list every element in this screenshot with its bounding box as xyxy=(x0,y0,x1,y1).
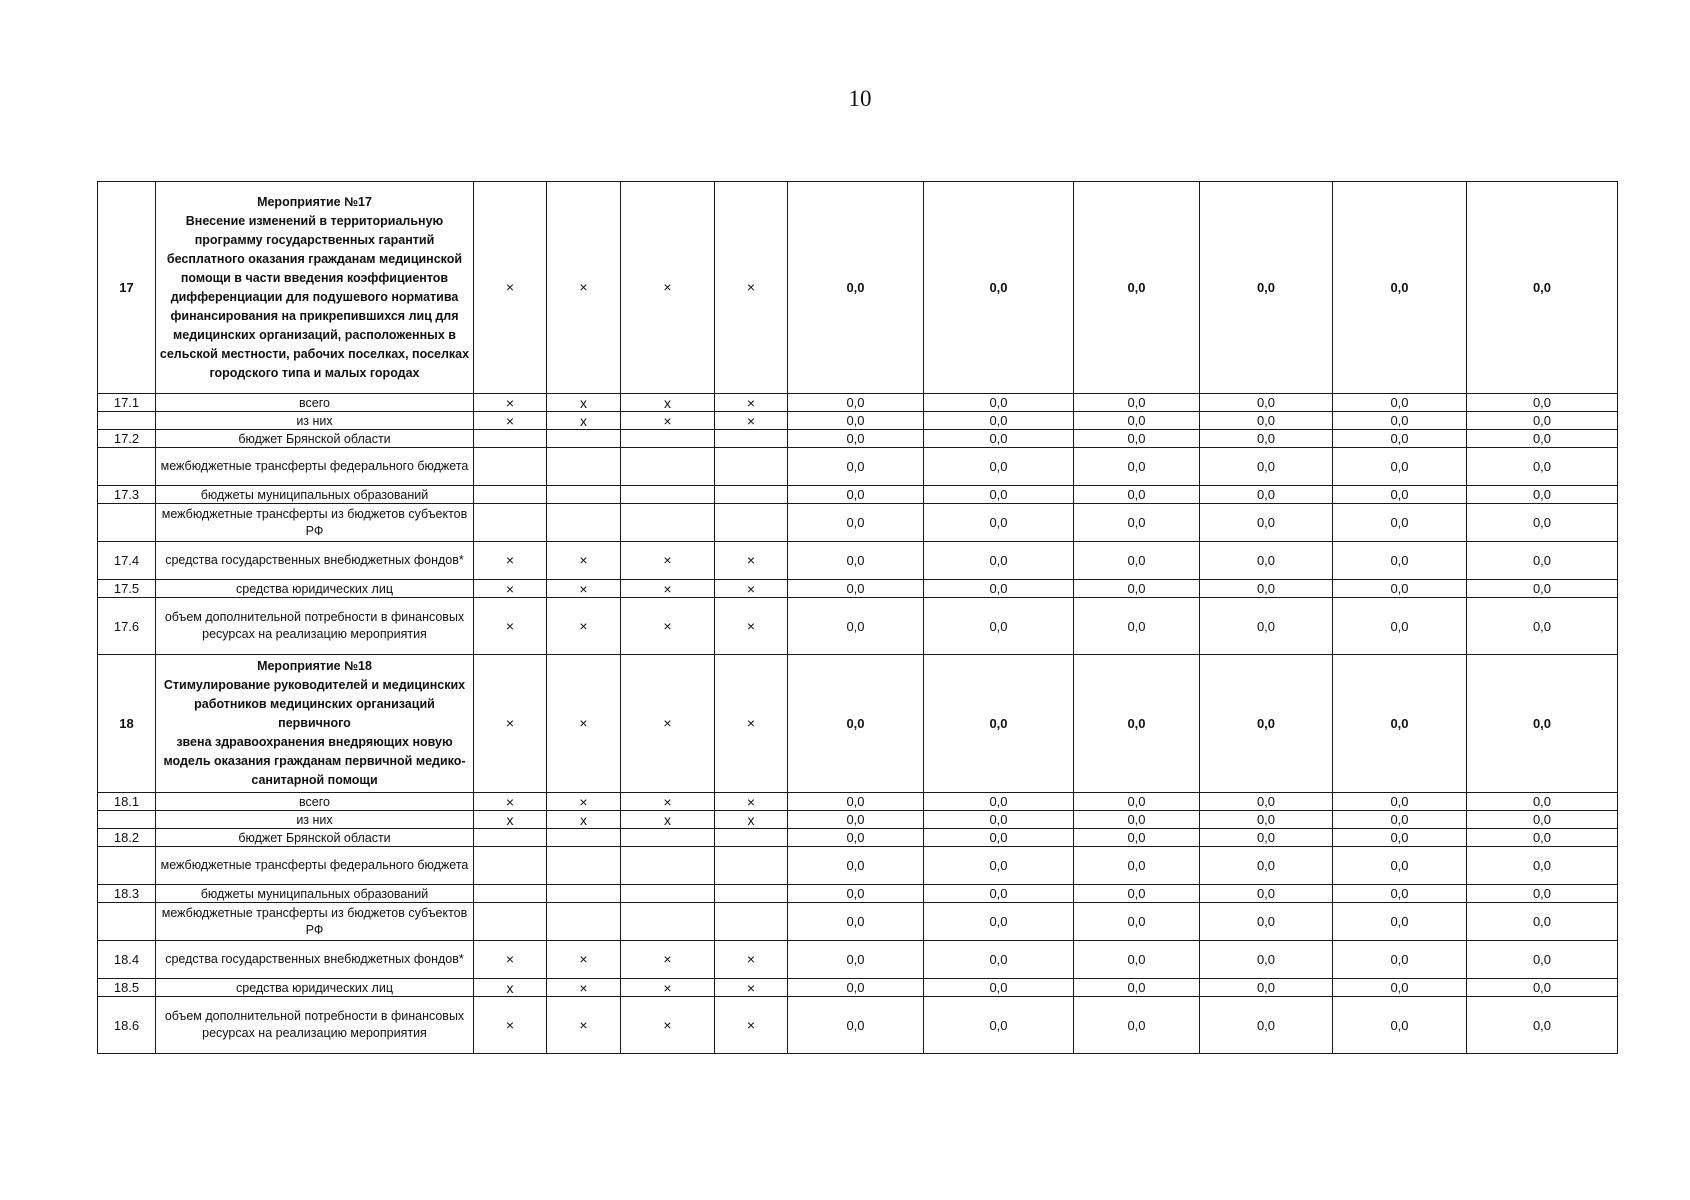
activity-title xyxy=(156,182,474,394)
table-row xyxy=(98,542,1618,580)
table-row xyxy=(98,412,1618,430)
amount-cell: 0,0 xyxy=(1200,847,1333,885)
amount-cell: 0,0 xyxy=(1467,847,1618,885)
not-applicable-mark: × xyxy=(621,182,715,394)
not-applicable-mark xyxy=(474,903,547,941)
row-label: межбюджетные трансферты федерального бюджета xyxy=(156,847,474,885)
amount-cell: 0,0 xyxy=(1467,580,1618,598)
row-number: 17.4 xyxy=(98,542,156,580)
amount-cell: 0,0 xyxy=(1074,412,1200,430)
row-label: всего xyxy=(156,394,474,412)
row-label: средства государственных внебюджетных фондов* xyxy=(156,941,474,979)
amount-cell: 0,0 xyxy=(1467,655,1618,793)
amount-cell: 0,0 xyxy=(1200,793,1333,811)
amount-cell: 0,0 xyxy=(1333,598,1467,655)
amount-cell: 0,0 xyxy=(1333,182,1467,394)
not-applicable-mark: x xyxy=(547,412,621,430)
not-applicable-mark xyxy=(474,448,547,486)
activity-title-line: Мероприятие №17 xyxy=(257,194,372,209)
activity-title-line: дифференциации для подушевого норматива xyxy=(170,289,459,304)
amount-cell: 0,0 xyxy=(788,504,924,542)
amount-cell: 0,0 xyxy=(1200,598,1333,655)
not-applicable-mark xyxy=(474,847,547,885)
amount-cell: 0,0 xyxy=(788,542,924,580)
not-applicable-mark xyxy=(621,448,715,486)
amount-cell: 0,0 xyxy=(1074,598,1200,655)
amount-cell: 0,0 xyxy=(1333,979,1467,997)
amount-cell: 0,0 xyxy=(1467,793,1618,811)
amount-cell: 0,0 xyxy=(1074,486,1200,504)
row-number xyxy=(98,903,156,941)
not-applicable-mark: × xyxy=(547,542,621,580)
not-applicable-mark xyxy=(474,504,547,542)
amount-cell: 0,0 xyxy=(1200,448,1333,486)
amount-cell: 0,0 xyxy=(1074,847,1200,885)
amount-cell: 0,0 xyxy=(1074,903,1200,941)
not-applicable-mark: × xyxy=(621,580,715,598)
not-applicable-mark: × xyxy=(474,997,547,1054)
not-applicable-mark xyxy=(547,448,621,486)
not-applicable-mark: × xyxy=(474,580,547,598)
not-applicable-mark: × xyxy=(621,997,715,1054)
amount-cell: 0,0 xyxy=(924,941,1074,979)
not-applicable-mark xyxy=(715,903,788,941)
row-label: объем дополнительной потребности в финансовых ресурсах на реализацию мероприятия xyxy=(156,997,474,1054)
not-applicable-mark: × xyxy=(474,793,547,811)
amount-cell: 0,0 xyxy=(1467,412,1618,430)
amount-cell: 0,0 xyxy=(1467,542,1618,580)
amount-cell: 0,0 xyxy=(1333,542,1467,580)
activity-title-line: санитарной помощи xyxy=(251,773,378,787)
amount-cell: 0,0 xyxy=(1467,448,1618,486)
amount-cell: 0,0 xyxy=(1467,829,1618,847)
not-applicable-mark xyxy=(715,847,788,885)
amount-cell: 0,0 xyxy=(1074,655,1200,793)
amount-cell: 0,0 xyxy=(924,504,1074,542)
amount-cell: 0,0 xyxy=(924,542,1074,580)
not-applicable-mark: × xyxy=(474,598,547,655)
amount-cell: 0,0 xyxy=(1333,793,1467,811)
not-applicable-mark xyxy=(547,903,621,941)
not-applicable-mark: × xyxy=(474,655,547,793)
amount-cell: 0,0 xyxy=(1074,997,1200,1054)
amount-cell: 0,0 xyxy=(788,885,924,903)
amount-cell: 0,0 xyxy=(1200,941,1333,979)
amount-cell: 0,0 xyxy=(924,793,1074,811)
amount-cell: 0,0 xyxy=(1467,903,1618,941)
not-applicable-mark xyxy=(715,448,788,486)
amount-cell: 0,0 xyxy=(1333,486,1467,504)
amount-cell: 0,0 xyxy=(1200,430,1333,448)
activity-title xyxy=(156,655,474,793)
amount-cell: 0,0 xyxy=(1074,811,1200,829)
activity-title-line: Внесение изменений в территориальную xyxy=(185,213,444,228)
row-number xyxy=(98,412,156,430)
amount-cell: 0,0 xyxy=(788,903,924,941)
amount-cell: 0,0 xyxy=(924,448,1074,486)
row-label: из них xyxy=(156,811,474,829)
row-number: 18.6 xyxy=(98,997,156,1054)
not-applicable-mark: × xyxy=(547,598,621,655)
amount-cell: 0,0 xyxy=(1074,885,1200,903)
not-applicable-mark xyxy=(715,486,788,504)
amount-cell: 0,0 xyxy=(924,979,1074,997)
not-applicable-mark: × xyxy=(547,793,621,811)
not-applicable-mark: x xyxy=(547,394,621,412)
amount-cell: 0,0 xyxy=(1074,542,1200,580)
activity-row xyxy=(98,182,1618,394)
row-number xyxy=(98,847,156,885)
row-label: всего xyxy=(156,793,474,811)
not-applicable-mark: × xyxy=(547,182,621,394)
table-row xyxy=(98,394,1618,412)
amount-cell: 0,0 xyxy=(1074,580,1200,598)
not-applicable-mark: × xyxy=(715,598,788,655)
not-applicable-mark xyxy=(547,829,621,847)
amount-cell: 0,0 xyxy=(1200,504,1333,542)
activity-title-line: работников медицинских организаций первичного xyxy=(194,697,435,730)
row-number: 18.5 xyxy=(98,979,156,997)
table-row xyxy=(98,793,1618,811)
amount-cell: 0,0 xyxy=(788,412,924,430)
not-applicable-mark xyxy=(621,903,715,941)
not-applicable-mark xyxy=(621,847,715,885)
amount-cell: 0,0 xyxy=(1333,941,1467,979)
not-applicable-mark: × xyxy=(621,542,715,580)
not-applicable-mark: x xyxy=(474,811,547,829)
row-number: 17.3 xyxy=(98,486,156,504)
amount-cell: 0,0 xyxy=(1467,598,1618,655)
amount-cell: 0,0 xyxy=(1074,793,1200,811)
amount-cell: 0,0 xyxy=(1467,394,1618,412)
not-applicable-mark: × xyxy=(474,412,547,430)
not-applicable-mark: × xyxy=(715,793,788,811)
row-label: средства государственных внебюджетных фондов* xyxy=(156,542,474,580)
amount-cell: 0,0 xyxy=(1074,182,1200,394)
amount-cell: 0,0 xyxy=(924,811,1074,829)
not-applicable-mark: x xyxy=(474,979,547,997)
amount-cell: 0,0 xyxy=(1200,394,1333,412)
not-applicable-mark: × xyxy=(715,941,788,979)
amount-cell: 0,0 xyxy=(1467,486,1618,504)
not-applicable-mark xyxy=(621,430,715,448)
amount-cell: 0,0 xyxy=(1333,394,1467,412)
amount-cell: 0,0 xyxy=(1333,811,1467,829)
row-number: 17.2 xyxy=(98,430,156,448)
activity-title-line: медицинских организаций, расположенных в xyxy=(173,327,456,342)
row-number xyxy=(98,811,156,829)
not-applicable-mark xyxy=(621,486,715,504)
activity-title-line: городского типа и малых городах xyxy=(209,365,420,380)
row-number xyxy=(98,504,156,542)
amount-cell: 0,0 xyxy=(924,847,1074,885)
amount-cell: 0,0 xyxy=(924,885,1074,903)
not-applicable-mark: x xyxy=(715,811,788,829)
not-applicable-mark xyxy=(621,885,715,903)
activity-number: 17 xyxy=(98,182,156,394)
not-applicable-mark: × xyxy=(474,542,547,580)
amount-cell: 0,0 xyxy=(1200,811,1333,829)
amount-cell: 0,0 xyxy=(1467,504,1618,542)
amount-cell: 0,0 xyxy=(788,655,924,793)
not-applicable-mark: × xyxy=(621,412,715,430)
amount-cell: 0,0 xyxy=(1333,847,1467,885)
amount-cell: 0,0 xyxy=(788,997,924,1054)
activity-title-line: Стимулирование руководителей и медицинских xyxy=(163,678,466,692)
amount-cell: 0,0 xyxy=(924,903,1074,941)
amount-cell: 0,0 xyxy=(1200,997,1333,1054)
table-row xyxy=(98,811,1618,829)
activity-title-line: помощи в части введения коэффициентов xyxy=(180,270,449,285)
activity-title-line: звена здравоохранения внедряющих новую xyxy=(176,735,453,749)
row-label: из них xyxy=(156,412,474,430)
amount-cell: 0,0 xyxy=(1200,979,1333,997)
row-label: межбюджетные трансферты федерального бюджета xyxy=(156,448,474,486)
amount-cell: 0,0 xyxy=(1200,903,1333,941)
amount-cell: 0,0 xyxy=(1333,997,1467,1054)
not-applicable-mark xyxy=(715,430,788,448)
amount-cell: 0,0 xyxy=(1200,182,1333,394)
not-applicable-mark xyxy=(621,829,715,847)
not-applicable-mark: × xyxy=(621,655,715,793)
budget-table xyxy=(97,181,1618,1054)
not-applicable-mark: × xyxy=(474,394,547,412)
amount-cell: 0,0 xyxy=(924,182,1074,394)
amount-cell: 0,0 xyxy=(924,580,1074,598)
amount-cell: 0,0 xyxy=(788,394,924,412)
not-applicable-mark xyxy=(715,504,788,542)
amount-cell: 0,0 xyxy=(1200,486,1333,504)
not-applicable-mark xyxy=(474,486,547,504)
activity-title-line: бесплатного оказания гражданам медицинской xyxy=(166,251,463,266)
not-applicable-mark xyxy=(474,829,547,847)
amount-cell: 0,0 xyxy=(1467,885,1618,903)
row-label: бюджет Брянской области xyxy=(156,430,474,448)
not-applicable-mark: × xyxy=(715,412,788,430)
amount-cell: 0,0 xyxy=(1333,580,1467,598)
not-applicable-mark: × xyxy=(715,655,788,793)
amount-cell: 0,0 xyxy=(1074,394,1200,412)
row-label: средства юридических лиц xyxy=(156,979,474,997)
activity-title-line: Мероприятие №18 xyxy=(257,659,372,673)
not-applicable-mark: × xyxy=(547,979,621,997)
table-row xyxy=(98,941,1618,979)
table-row xyxy=(98,504,1618,542)
table-row xyxy=(98,486,1618,504)
amount-cell: 0,0 xyxy=(924,829,1074,847)
table-row xyxy=(98,829,1618,847)
not-applicable-mark: × xyxy=(474,941,547,979)
not-applicable-mark: × xyxy=(474,182,547,394)
amount-cell: 0,0 xyxy=(1467,811,1618,829)
activity-title-line: сельской местности, рабочих поселках, поселках xyxy=(159,346,470,361)
amount-cell: 0,0 xyxy=(1200,655,1333,793)
not-applicable-mark xyxy=(547,486,621,504)
amount-cell: 0,0 xyxy=(1200,885,1333,903)
amount-cell: 0,0 xyxy=(1074,941,1200,979)
not-applicable-mark: × xyxy=(547,655,621,793)
not-applicable-mark: × xyxy=(715,997,788,1054)
amount-cell: 0,0 xyxy=(788,182,924,394)
amount-cell: 0,0 xyxy=(1200,542,1333,580)
table-row xyxy=(98,580,1618,598)
table-row xyxy=(98,598,1618,655)
activity-row xyxy=(98,655,1618,793)
amount-cell: 0,0 xyxy=(924,430,1074,448)
row-label: средства юридических лиц xyxy=(156,580,474,598)
not-applicable-mark: × xyxy=(715,182,788,394)
not-applicable-mark xyxy=(474,430,547,448)
amount-cell: 0,0 xyxy=(924,394,1074,412)
amount-cell: 0,0 xyxy=(1333,448,1467,486)
amount-cell: 0,0 xyxy=(1074,504,1200,542)
not-applicable-mark xyxy=(547,430,621,448)
activity-title-line: программу государственных гарантий xyxy=(194,232,435,247)
not-applicable-mark xyxy=(621,504,715,542)
amount-cell: 0,0 xyxy=(788,829,924,847)
amount-cell: 0,0 xyxy=(924,655,1074,793)
not-applicable-mark: × xyxy=(621,793,715,811)
amount-cell: 0,0 xyxy=(788,811,924,829)
amount-cell: 0,0 xyxy=(1074,979,1200,997)
amount-cell: 0,0 xyxy=(788,430,924,448)
not-applicable-mark: × xyxy=(621,979,715,997)
page-number: 10 xyxy=(848,86,872,111)
amount-cell: 0,0 xyxy=(1467,941,1618,979)
amount-cell: 0,0 xyxy=(788,847,924,885)
activity-number: 18 xyxy=(98,655,156,793)
row-label: бюджеты муниципальных образований xyxy=(156,486,474,504)
amount-cell: 0,0 xyxy=(1333,412,1467,430)
not-applicable-mark: × xyxy=(547,580,621,598)
amount-cell: 0,0 xyxy=(1200,829,1333,847)
amount-cell: 0,0 xyxy=(788,448,924,486)
row-label: бюджет Брянской области xyxy=(156,829,474,847)
amount-cell: 0,0 xyxy=(1333,504,1467,542)
amount-cell: 0,0 xyxy=(1333,430,1467,448)
amount-cell: 0,0 xyxy=(1467,430,1618,448)
not-applicable-mark: x xyxy=(621,394,715,412)
row-label: объем дополнительной потребности в финансовых ресурсах на реализацию мероприятия xyxy=(156,598,474,655)
amount-cell: 0,0 xyxy=(1333,655,1467,793)
table-row xyxy=(98,885,1618,903)
not-applicable-mark: × xyxy=(547,997,621,1054)
amount-cell: 0,0 xyxy=(1200,580,1333,598)
amount-cell: 0,0 xyxy=(924,412,1074,430)
not-applicable-mark: × xyxy=(547,941,621,979)
activity-title-line: финансирования на прикрепившихся лиц для xyxy=(170,308,459,323)
table-row xyxy=(98,997,1618,1054)
amount-cell: 0,0 xyxy=(1074,448,1200,486)
amount-cell: 0,0 xyxy=(924,486,1074,504)
amount-cell: 0,0 xyxy=(788,598,924,655)
not-applicable-mark: × xyxy=(715,979,788,997)
not-applicable-mark: × xyxy=(621,598,715,655)
amount-cell: 0,0 xyxy=(1333,885,1467,903)
row-number: 18.1 xyxy=(98,793,156,811)
amount-cell: 0,0 xyxy=(1333,903,1467,941)
amount-cell: 0,0 xyxy=(788,486,924,504)
amount-cell: 0,0 xyxy=(1467,979,1618,997)
not-applicable-mark xyxy=(715,829,788,847)
not-applicable-mark: × xyxy=(715,580,788,598)
amount-cell: 0,0 xyxy=(1467,182,1618,394)
amount-cell: 0,0 xyxy=(1074,829,1200,847)
amount-cell: 0,0 xyxy=(788,793,924,811)
row-label: межбюджетные трансферты из бюджетов субъектов РФ xyxy=(156,504,474,542)
not-applicable-mark: × xyxy=(715,394,788,412)
table-row xyxy=(98,448,1618,486)
not-applicable-mark xyxy=(547,885,621,903)
amount-cell: 0,0 xyxy=(1074,430,1200,448)
not-applicable-mark xyxy=(547,847,621,885)
row-label: межбюджетные трансферты из бюджетов субъектов РФ xyxy=(156,903,474,941)
not-applicable-mark: x xyxy=(547,811,621,829)
row-number: 17.6 xyxy=(98,598,156,655)
not-applicable-mark: × xyxy=(715,542,788,580)
row-number: 18.3 xyxy=(98,885,156,903)
amount-cell: 0,0 xyxy=(788,941,924,979)
amount-cell: 0,0 xyxy=(1333,829,1467,847)
not-applicable-mark xyxy=(547,504,621,542)
table-row xyxy=(98,847,1618,885)
not-applicable-mark xyxy=(474,885,547,903)
amount-cell: 0,0 xyxy=(924,997,1074,1054)
row-number: 18.4 xyxy=(98,941,156,979)
activity-title-line: модель оказания гражданам первичной медико- xyxy=(163,754,466,768)
row-number: 17.1 xyxy=(98,394,156,412)
row-number xyxy=(98,448,156,486)
table-row xyxy=(98,903,1618,941)
amount-cell: 0,0 xyxy=(924,598,1074,655)
row-label: бюджеты муниципальных образований xyxy=(156,885,474,903)
amount-cell: 0,0 xyxy=(788,979,924,997)
not-applicable-mark xyxy=(715,885,788,903)
not-applicable-mark: x xyxy=(621,811,715,829)
row-number: 17.5 xyxy=(98,580,156,598)
amount-cell: 0,0 xyxy=(788,580,924,598)
not-applicable-mark: × xyxy=(621,941,715,979)
amount-cell: 0,0 xyxy=(1467,997,1618,1054)
table-row xyxy=(98,979,1618,997)
row-number: 18.2 xyxy=(98,829,156,847)
table-row xyxy=(98,430,1618,448)
amount-cell: 0,0 xyxy=(1200,412,1333,430)
